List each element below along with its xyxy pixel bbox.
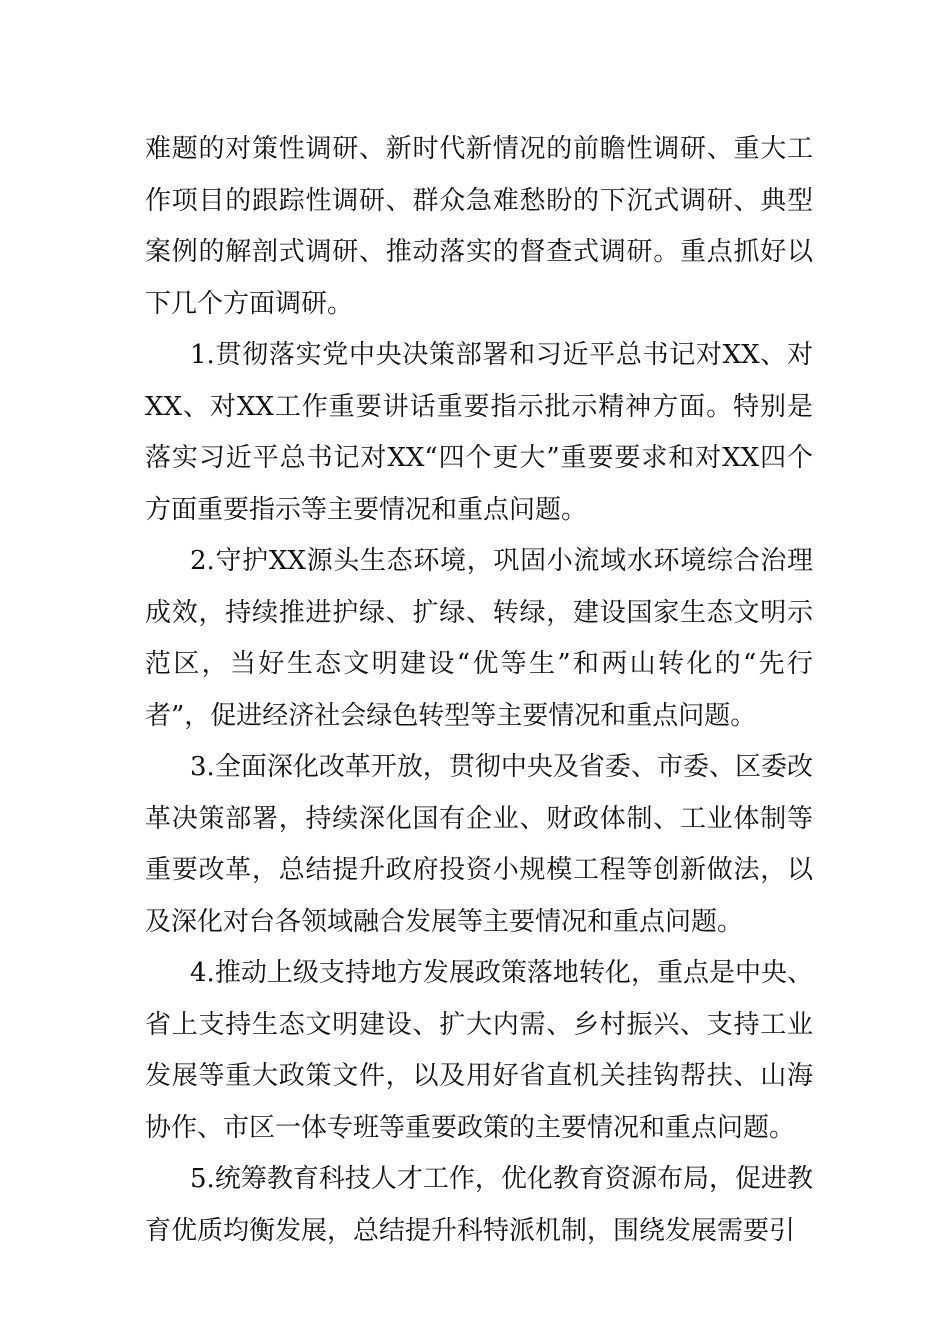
document-body: [145, 124, 813, 1257]
paragraph-item-4: 4.推动上级支持地方发展政策落地转化，重点是中央、省上支持生态文明建设、扩大内需、乡村振兴、支持工业发展等重大政策文件，以及用好省直机关挂钩帮扶、山海协作、市区一体专班等重要政策的主要情况和重点问题。: [145, 958, 813, 1143]
paragraph-item-5: 5.统筹教育科技人才工作，优化教育资源布局，促进教育优质均衡发展，总结提升科特派机制，围绕发展需要引: [145, 1164, 813, 1246]
paragraph-item-1: 1.贯彻落实党中央决策部署和习近平总书记对XX、对XX、对XX工作重要讲话重要指示批示精神方面。特别是落实习近平总书记对XX“四个更大”重要要求和对XX四个方面重要指示等主要情况和重点问题。: [145, 340, 813, 525]
paragraph-item-3: 3.全面深化改革开放，贯彻中央及省委、市委、区委改革决策部署，持续深化国有企业、财政体制、工业体制等重要改革，总结提升政府投资小规模工程等创新做法，以及深化对台各领域融合发展等主要情况和重点问题。: [145, 752, 813, 937]
paragraph-item-2: 2.守护XX源头生态环境，巩固小流域水环境综合治理成效，持续推进护绿、扩绿、转绿，建设国家生态文明示范区，当好生态文明建设“优等生”和两山转化的“先行者”，促进经济社会绿色转型等主要情况和重点问题。: [145, 546, 813, 731]
paragraph-continuation: 难题的对策性调研、新时代新情况的前瞻性调研、重大工作项目的跟踪性调研、群众急难愁盼的下沉式调研、典型案例的解剖式调研、推动落实的督查式调研。重点抓好以下几个方面调研。: [145, 134, 813, 319]
